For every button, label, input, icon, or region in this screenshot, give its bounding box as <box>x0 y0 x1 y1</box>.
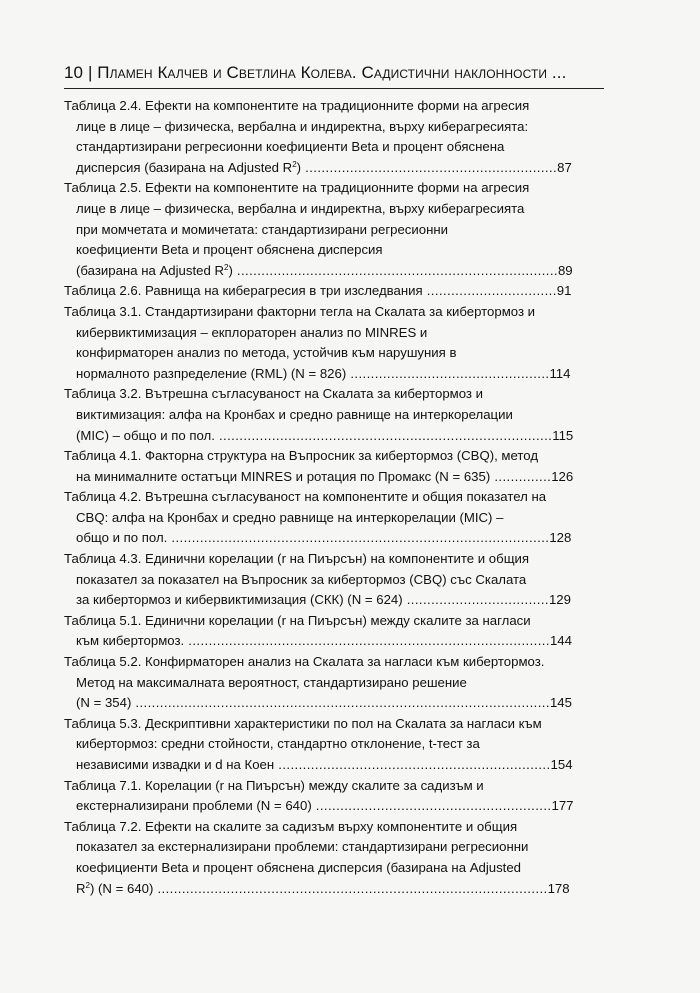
toc-entry[interactable] <box>64 281 574 302</box>
toc-page-number: 154 <box>550 757 573 772</box>
toc-entry-text: конфирматорен анализ по метода, устойчив към нарушуния в <box>76 345 457 361</box>
toc-entry-text: Таблица 7.2. Ефекти на скалите за садизъм върху компонентите и общия <box>64 818 518 834</box>
toc-entry-line <box>64 796 574 817</box>
toc-entry-text: нормалното разпределение (RML) (N = 826) <box>76 365 347 381</box>
toc-entry-line <box>64 220 574 241</box>
running-head <box>64 62 604 84</box>
toc-page-number: 145 <box>549 695 572 711</box>
toc-entry-line <box>64 652 574 673</box>
toc-entry-line <box>64 323 574 344</box>
toc-entry-line <box>64 879 574 900</box>
toc-entry-text: CBQ: алфа на Кронбах и средно равнище на интеркорелации (MIC) – <box>76 509 504 525</box>
toc-entry-text: показател за показател на Въпросник за кибертормоз (CBQ) със Скалата <box>76 571 527 587</box>
toc-entry-text: Таблица 4.2. Вътрешна съгласуваност на компонентите и общия показател на <box>64 489 547 505</box>
toc-page-number: 128 <box>549 530 572 546</box>
toc-entry[interactable] <box>64 384 574 446</box>
toc-entry-text: дисперсия (базирана на Adjusted $R^2$) <box>76 159 302 175</box>
toc-page-number: 177 <box>551 798 574 814</box>
toc-page-number: 89 <box>557 262 573 278</box>
toc-entry[interactable] <box>64 549 574 611</box>
toc-entry-line <box>64 755 574 776</box>
toc-entry-text: Таблица 7.1. Корелации (r на Пиърсън) между скалите за садизъм и <box>64 777 484 793</box>
list-of-tables <box>64 96 574 899</box>
toc-entry[interactable] <box>64 714 574 776</box>
toc-entry-text: екстернализирани проблеми (N = 640) <box>76 798 312 814</box>
dot-leader: .............................................................. <box>301 159 558 175</box>
toc-entry-text: стандартизирани регресионни коефициенти Beta и процент обяснена <box>76 139 505 155</box>
toc-entry-line <box>64 467 574 488</box>
toc-page-number: 91 <box>556 283 572 299</box>
toc-entry-line <box>64 364 574 385</box>
toc-entry-line <box>64 302 574 323</box>
toc-entry-text: коефициенти Beta и процент обяснена дисперсия <box>76 242 383 258</box>
toc-entry-text: лице в лице – физическа, вербална и индиректна, върху киберагресията <box>76 200 525 216</box>
toc-entry-line <box>64 817 574 838</box>
toc-page-number: 126 <box>551 468 574 484</box>
toc-entry-line <box>64 508 574 529</box>
toc-entry[interactable] <box>64 446 574 487</box>
toc-entry-line <box>64 590 574 611</box>
toc-entry-text: Таблица 4.3. Единични корелации (r на Пиърсън) на компонентите и общия <box>64 551 530 567</box>
running-title: Пламен Калчев и Светлина Колева. Садистични наклонности ... <box>97 63 567 82</box>
toc-entry-text: коефициенти Beta и процент обяснена дисперсия (базирана на Adjusted <box>76 859 522 875</box>
toc-entry-text: към кибертормоз. <box>76 633 185 649</box>
toc-entry-text: показател за екстернализирани проблеми: стандартизирани регресионни <box>76 839 529 855</box>
header-separator: | <box>87 63 93 82</box>
toc-entry-text: (базирана на Adjusted $R^2$) <box>76 262 233 278</box>
toc-page-number: 144 <box>549 633 572 649</box>
toc-entry-text: Таблица 3.2. Вътрешна съгласуваност на Скалата за кибертормоз и <box>64 386 483 402</box>
toc-entry[interactable] <box>64 487 574 549</box>
toc-entry-line <box>64 178 574 199</box>
toc-entry[interactable] <box>64 776 574 817</box>
toc-entry-line <box>64 137 574 158</box>
toc-entry-text: общо и по пол. <box>76 530 168 546</box>
toc-entry-text: Таблица 2.5. Ефекти на компонентите на традиционните форми на агресия <box>64 180 530 196</box>
toc-entry-text: $R^2$) (N = 640) <box>76 880 154 896</box>
toc-entry-text: лице в лице – физическа, вербална и индиректна, върху кибeрагресията: <box>76 118 529 134</box>
toc-entry-line <box>64 158 574 179</box>
toc-page-number: 114 <box>549 365 571 381</box>
toc-entry-line <box>64 384 574 405</box>
toc-page-number: 87 <box>557 159 572 175</box>
toc-entry-text: Таблица 4.1. Факторна структура на Въпросник за кибертормоз (CBQ), метод <box>64 448 539 464</box>
toc-entry-text: на минималните остатъци MINRES и ротация по Промакс (N = 635) <box>76 468 491 484</box>
toc-entry-text: Таблица 2.6. Равнища на киберагресия в три изследвания <box>64 283 423 299</box>
toc-entry-text: Таблица 5.2. Конфирматорен анализ на Скалата за нагласи към кибертормоз. <box>64 654 545 670</box>
toc-entry-line <box>64 611 574 632</box>
dot-leader: ............................................................................... <box>232 262 558 278</box>
toc-page-number: 178 <box>547 880 570 896</box>
toc-entry-line <box>64 776 574 797</box>
toc-entry[interactable] <box>64 611 574 652</box>
toc-entry-text: Таблица 3.1. Стандартизирани факторни тегла на Скалата за кибертормоз и <box>64 303 536 319</box>
dot-leader: ................................................................... <box>274 757 551 772</box>
toc-entry-line <box>64 261 574 282</box>
toc-entry-line <box>64 858 574 879</box>
toc-entry-line <box>64 693 574 714</box>
toc-entry-line <box>64 446 574 467</box>
toc-entry-line <box>64 528 574 549</box>
dot-leader: ............................................................................................. <box>167 530 550 546</box>
toc-entry-text: (MIC) – общо и по пол. <box>76 427 215 443</box>
toc-entry-text: за кибертормоз и кибервиктимизация (СКК) (N = 624) <box>76 592 403 608</box>
toc-entry-line <box>64 837 574 858</box>
toc-entry-line <box>64 343 574 364</box>
toc-entry[interactable] <box>64 302 574 384</box>
dot-leader: ................................................. <box>346 365 550 381</box>
toc-entry-line <box>64 714 574 735</box>
toc-entry-line <box>64 631 574 652</box>
dot-leader: .......................................................... <box>311 798 552 814</box>
dot-leader: ................................ <box>422 283 557 299</box>
toc-entry-text: Таблица 5.1. Единични корелации (r на Пиърсън) между скалите за нагласи <box>64 612 531 628</box>
toc-entry-line <box>64 673 574 694</box>
dot-leader: ...................................................................................................... <box>131 695 550 711</box>
toc-entry-line <box>64 487 574 508</box>
dot-leader: .................................................................................. <box>214 427 553 443</box>
toc-page-number: 115 <box>552 427 574 443</box>
toc-entry-line <box>64 734 574 755</box>
toc-entry-line <box>64 96 574 117</box>
toc-entry-line <box>64 281 574 302</box>
toc-entry-text: независими извадки и d на Коен <box>76 757 275 772</box>
page-number: 10 <box>64 63 84 82</box>
toc-entry-line <box>64 405 574 426</box>
dot-leader: ................................... <box>402 592 549 608</box>
toc-entry-line <box>64 549 574 570</box>
toc-entry-text: виктимизация: алфа на Кронбах и средно равнище на интеркорелации <box>76 406 513 422</box>
toc-entry-text: (N = 354) <box>76 695 132 711</box>
toc-entry-text: при момчетата и момичетата: стандартизирани регресионни <box>76 221 449 237</box>
toc-entry[interactable] <box>64 817 574 899</box>
toc-entry-text: кибервиктимизация – екплораторен анализ по MINRES и <box>76 324 428 340</box>
toc-entry-text: кибертормоз: средни стойности, стандартно отклонение, t-тест за <box>76 736 480 752</box>
toc-page-number: 129 <box>548 592 571 608</box>
dot-leader: ................................................................................................ <box>153 880 548 896</box>
toc-entry[interactable] <box>64 96 574 178</box>
toc-entry[interactable] <box>64 652 574 714</box>
toc-entry-text: Таблица 5.3. Дескриптивни характеристики по пол на Скалата за нагласи към <box>64 715 542 731</box>
toc-entry-line <box>64 570 574 591</box>
toc-entry-line <box>64 117 574 138</box>
dot-leader: ......................................................................................... <box>184 633 550 649</box>
dot-leader: .............. <box>490 468 552 484</box>
toc-entry[interactable] <box>64 178 574 281</box>
toc-entry-line <box>64 199 574 220</box>
header-rule <box>64 88 604 89</box>
toc-entry-line <box>64 240 574 261</box>
toc-entry-line <box>64 426 574 447</box>
toc-entry-text: Таблица 2.4. Ефекти на компонентите на традиционните форми на агресия <box>64 98 530 113</box>
toc-entry-text: Метод на максималната вероятност, стандартизирано решение <box>76 674 467 690</box>
